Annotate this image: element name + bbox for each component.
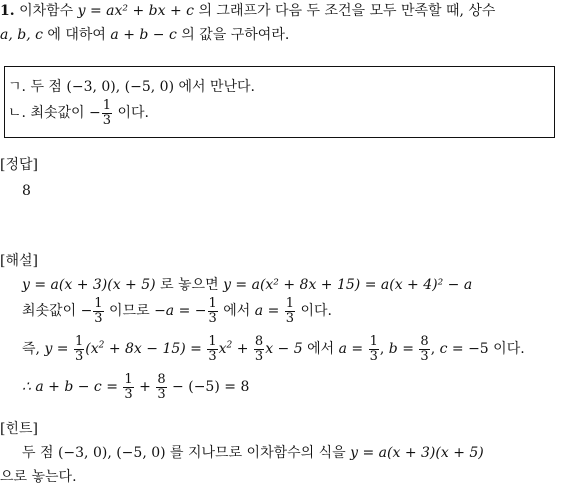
therefore-expression: ∴ a + b − c =: [22, 379, 118, 395]
factored-form: y = a(x + 3)(x + 5): [22, 277, 156, 293]
condition-1: [8, 78, 255, 96]
final-result: 8: [240, 379, 250, 395]
fraction-one-third: $\frac{1}{3}$: [102, 97, 112, 128]
solution-text-3: 이므로: [109, 303, 150, 319]
fraction-one-third: $\frac{1}{3}$: [208, 333, 217, 364]
condition-1-text: 두 점 (−3, 0), (−5, 0) 에서 만난다.: [30, 79, 255, 95]
hint-heading: [힌트]: [0, 421, 38, 437]
problem-text-2: 의 그래프가 다음 두 조건을 모두 만족할 때, 상수: [198, 3, 496, 19]
solution-text-6: 즉,: [22, 341, 40, 357]
fraction-one-third: $\frac{1}{3}$: [369, 333, 378, 364]
fraction-eight-thirds: $\frac{8}{3}$: [420, 333, 429, 364]
solution-line-4: ∴ a + b − c = $\frac{1}{3}$ + $\frac{8}{3}$ − (−5) = 8: [22, 371, 250, 402]
solution-line-2: 최솟값이 − $\frac{1}{3}$ 이므로 −a = − $\frac{1}{3}$ 에서 a = $\frac{1}{3}$ 이다.: [22, 295, 332, 326]
condition-2-pre: 최솟값이: [30, 105, 85, 121]
condition-2-post: 이다.: [117, 105, 149, 121]
solution-line-3: 즉, y = $\frac{1}{3}$ $(x^2 + 8x - 15)$ = $\frac{1}{3}$ $x^2$ + $\frac{8}{3}$ x − 5 에서 a = $\frac{1}{3}$ , b = $\frac{8}{3}$ , c = −5 이다.: [22, 333, 525, 364]
problem-line-1: [0, 2, 495, 20]
problem-text-1: 이차함수: [19, 3, 74, 19]
solution-heading: [해설]: [0, 253, 38, 269]
solution-text-8: 이다.: [493, 341, 525, 357]
constants: a, b, c: [0, 27, 43, 43]
problem-number: 1.: [0, 3, 15, 19]
fraction-eight-thirds: $\frac{8}{3}$: [254, 333, 264, 364]
hint-line-1: [22, 444, 484, 462]
hint-equation: y = a(x + 3)(x + 5): [350, 445, 484, 461]
problem-line-2: [0, 26, 289, 44]
problem-text-3: 에 대하여: [47, 27, 106, 43]
hint-text-1: 두 점 (−3, 0), (−5, 0) 를 지나므로 이차함수의 식을: [22, 445, 346, 461]
fraction-eight-thirds: $\frac{8}{3}$: [157, 371, 166, 402]
hint-line-2: 으로 놓는다.: [0, 469, 77, 485]
solution-text-2: 최솟값이: [22, 303, 77, 319]
condition-1-mark: ㄱ.: [8, 79, 26, 95]
expanded-form: y = a(x² + 8x + 15) = a(x + 4)² − a: [223, 277, 473, 293]
fraction-one-third: $\frac{1}{3}$: [94, 295, 103, 326]
answer-value: 8: [22, 183, 31, 199]
condition-2-mark: ㄴ.: [8, 105, 26, 121]
fraction-one-third: $\frac{1}{3}$: [208, 295, 217, 326]
problem-text-4: 의 값을 구하여라.: [181, 27, 290, 43]
condition-2-sign: −: [89, 105, 101, 121]
target-expression: a + b − c: [110, 27, 177, 43]
solution-text-1: 로 놓으면: [160, 277, 219, 293]
solution-text-7: 에서: [307, 341, 335, 357]
solution-line-1: [22, 276, 472, 294]
quadratic-equation: y = ax² + bx + c: [77, 3, 194, 19]
fraction-one-third: $\frac{1}{3}$: [124, 371, 133, 402]
fraction-one-third: $\frac{1}{3}$: [75, 333, 84, 364]
condition-2: [8, 96, 149, 130]
fraction-one-third: $\frac{1}{3}$: [285, 295, 295, 326]
answer-heading: [정답]: [0, 157, 38, 173]
solution-text-4: 에서: [223, 303, 251, 319]
solution-text-5: 이다.: [300, 303, 332, 319]
